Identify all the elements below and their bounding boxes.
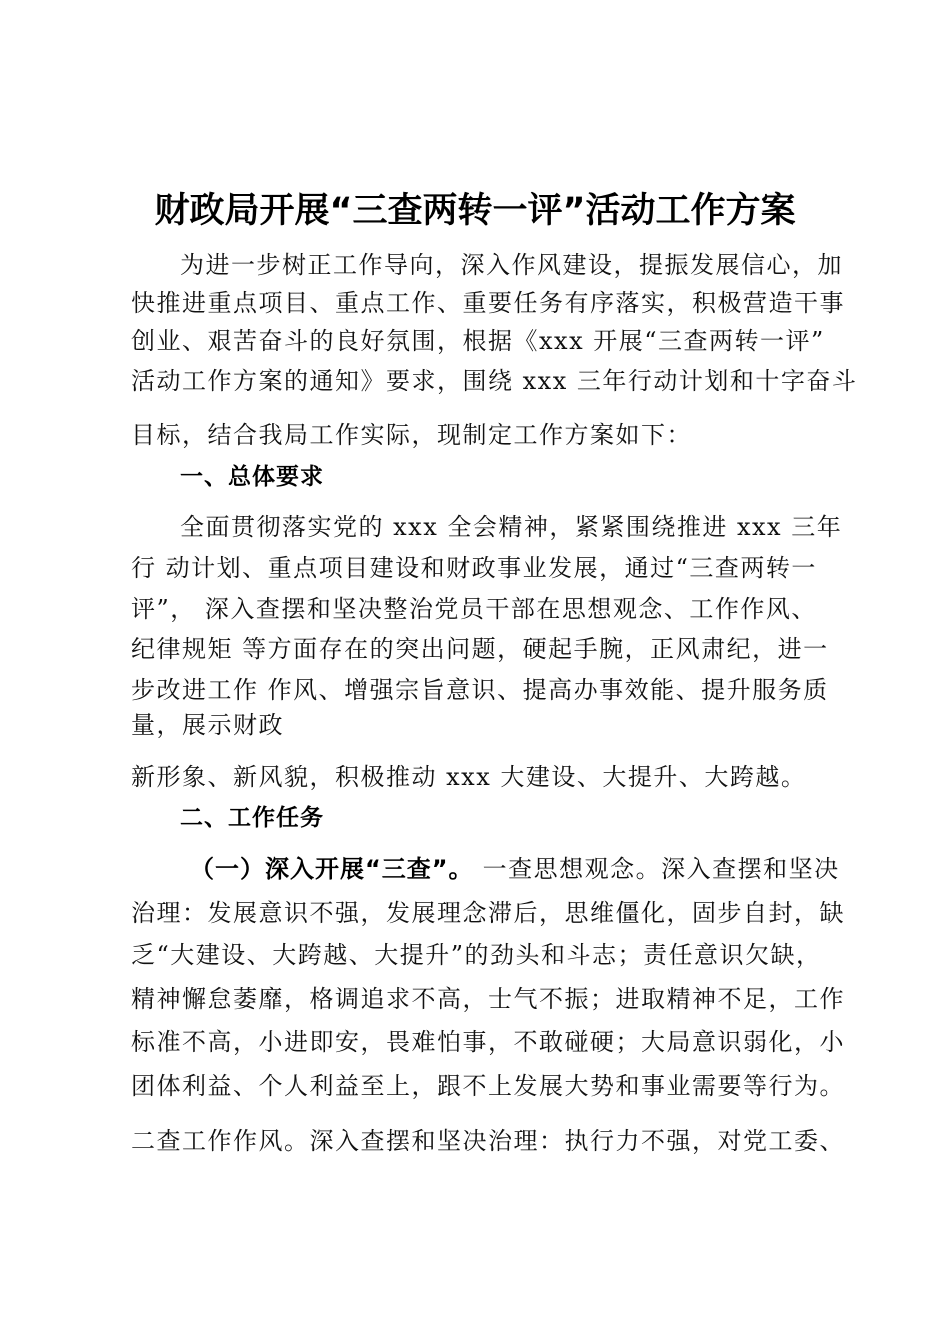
section1-line-2: 行 动计划、重点项目建设和财政事业发展，通过“三查两转一 [131, 554, 817, 582]
section1-line-5: 步改进工作 作风、增强宗旨意识、提高办事效能、提升服务质 [131, 676, 829, 704]
section1-line-4: 纪律规矩 等方面存在的突出问题，硬起手腕，正风肃纪，进一 [131, 635, 829, 663]
section1-line-6: 量，展示财政 [131, 711, 284, 739]
section2-line-6: 团体利益、个人利益至上，跟不上发展大势和事业需要等行为。 [131, 1072, 845, 1100]
subsection1-first-rest: 一查思想观念。深入查摆和坚决 [473, 855, 840, 883]
section2-line-2: 治理：发展意识不强，发展理念滞后，思维僵化，固步自封，缺 [131, 899, 845, 927]
section2-line-1 [190, 851, 840, 887]
section1-line-7: 新形象、新风貌，积极推动 xxx 大建设、大提升、大跨越。 [131, 763, 807, 791]
intro-line-4: 活动工作方案的通知》要求，围绕 xxx 三年行动计划和十字奋斗 [131, 367, 858, 395]
intro-line-2: 快推进重点项目、重点工作、重要任务有序落实，积极营造干事 [131, 289, 845, 317]
section1-line-3: 评”， 深入查摆和坚决整治党员干部在思想观念、工作作风、 [131, 595, 817, 623]
section1-line-1: 全面贯彻落实党的 xxx 全会精神，紧紧围绕推进 xxx 三年 [180, 513, 843, 541]
section2-line-5: 标准不高，小进即安，畏难怕事，不敢碰硬；大局意识弱化，小 [131, 1028, 845, 1056]
section2-line-3: 乏“大建设、大跨越、大提升”的劲头和斗志；责任意识欠缺， [131, 941, 822, 969]
document-title: 财政局开展“三查两转一评”活动工作方案 [154, 191, 796, 231]
section1-heading: 一、总体要求 [180, 464, 324, 490]
intro-line-1: 为进一步树正工作导向，深入作风建设，提振发展信心，加 [180, 251, 843, 279]
intro-line-3: 创业、艰苦奋斗的良好氛围，根据《xxx 开展“三查两转一评” [131, 327, 825, 355]
section2-line-4: 精神懈怠萎靡，格调追求不高，士气不振；进取精神不足，工作 [131, 985, 845, 1013]
subsection1-lead: （一）深入开展“三查”。 [190, 855, 474, 883]
section2-line-7: 二查工作作风。深入查摆和坚决治理：执行力不强，对党工委、 [131, 1127, 845, 1155]
section2-heading: 二、工作任务 [180, 805, 324, 831]
intro-line-5: 目标，结合我局工作实际，现制定工作方案如下： [131, 421, 692, 449]
